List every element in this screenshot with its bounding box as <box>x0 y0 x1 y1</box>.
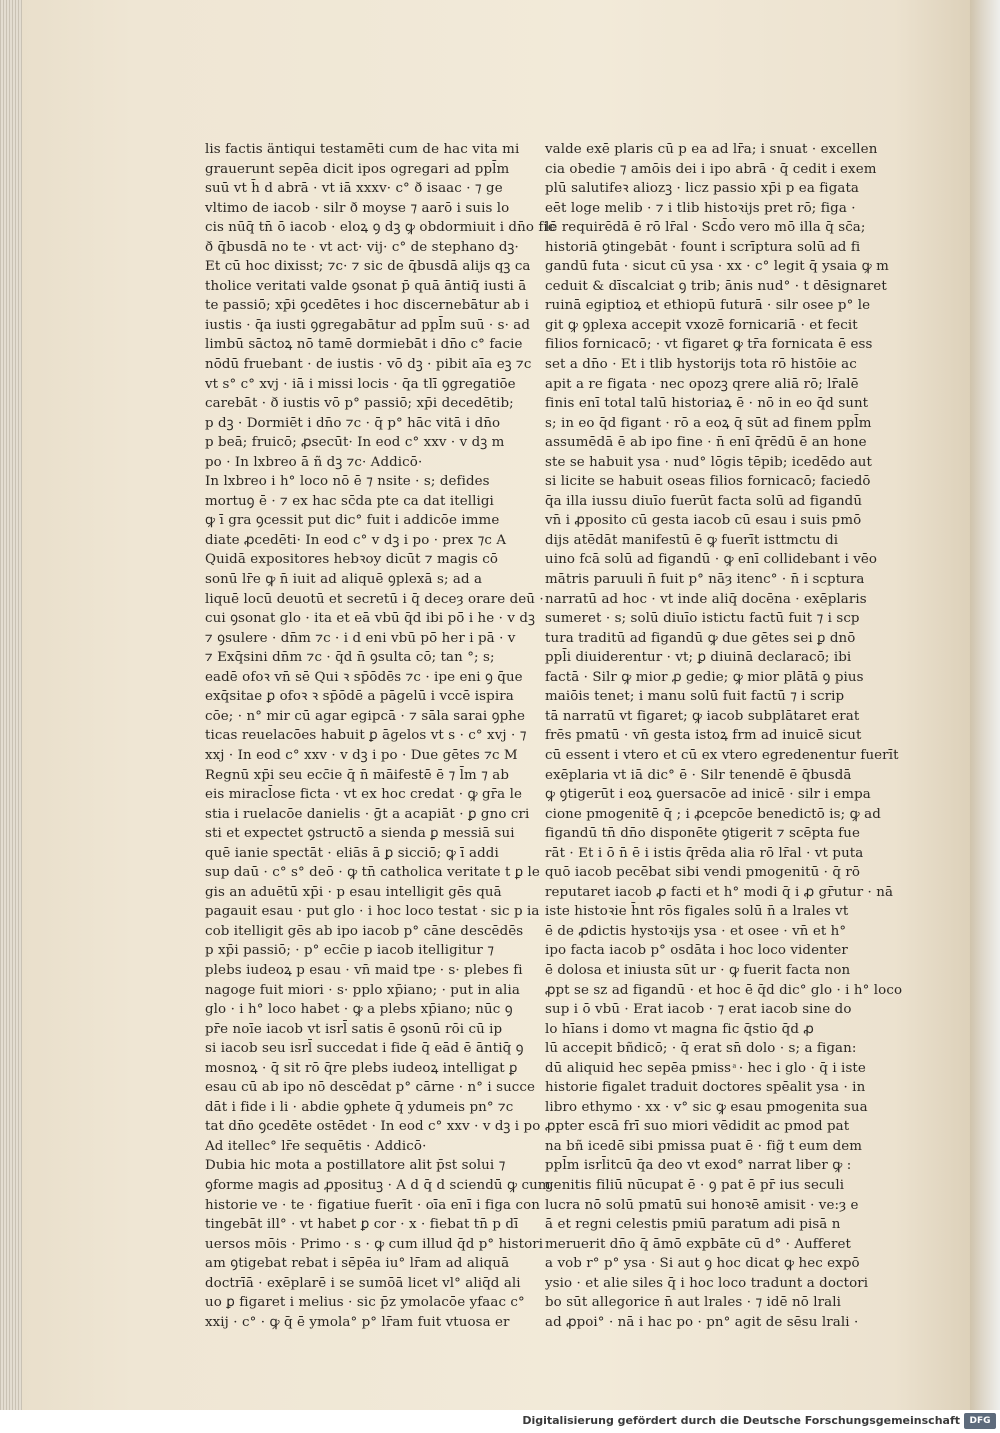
text-line: Regnū xp̄i seu ecc̄ie q̄ n̄ māifestē ē ⁊ l̄m ⁊ ab <box>205 767 509 783</box>
text-line: sti et expectet ꝯstructō a sienda ꝑ messiā sui <box>205 826 515 842</box>
text-line: Dubia hic mota a postillatore alit p̄st solui ⁊ <box>205 1158 506 1174</box>
dfg-logo: DFG <box>964 1413 996 1429</box>
text-line: exq̄sitae ꝑ ofoꝛ ꝛ sp̄ōdē a pāgelū i vccē ispira <box>205 689 514 705</box>
text-line: lē requirēdā ē rō lr̄al · Scd̄o vero mō illa q̄ sc̄a; <box>545 220 866 236</box>
text-line: pagauit esau · put glo · i hoc loco testat · sic p ia <box>205 904 540 920</box>
text-line: p xp̄i passiō; · p° ecc̄ie p iacob itelligitur ⁊ <box>205 943 495 959</box>
text-line: exēplaria vt iā dic° ē · Silr tenendē ē q̄busdā <box>545 767 852 783</box>
text-line: iustis · q̄a iusti ꝯgregabātur ad ppl̄m suū · s· ad <box>205 317 531 333</box>
text-line: cui ꝯsonat glo · ita et eā vbū q̄d ibi pō̄ i he · v dꝫ <box>205 611 536 627</box>
text-line: lis factis äntiqui testamēti cum de hac vita mi <box>205 142 520 157</box>
text-line: Et cū hoc dixisst; ⁊c· ⁊ sic de q̄busdā alijs qꝫ ca <box>205 259 531 275</box>
text-line: uino fcā solū ad figandū · ꝙ enī collidebant i vēo <box>545 552 878 568</box>
text-line: dū aliquid hec sepēa pmiss ͣ · hec i glo · q̄ i iste <box>545 1060 866 1076</box>
text-line: ipo facta iacob p° osdāta i hoc loco videnter <box>545 943 848 959</box>
text-line: cōe; · n° mir cū agar egipcā · ⁊ sāla sarai ꝯphe <box>205 708 526 724</box>
text-line: sumeret · s; solū diuīo istictu factū fuit ⁊ i scp <box>545 611 860 627</box>
text-line: ceduit & dīscalciat ꝯ trib; ānis nud° · t dēsignaret <box>545 278 887 294</box>
text-line: ē dolosa et iniusta sūt ur · ꝙ fuerit facta non <box>545 962 851 978</box>
text-line: bo sūt allegorice n̄ aut lrales · ⁊ idē nō lrali <box>545 1295 841 1311</box>
text-line: sonū lr̄e ꝙ n̄ iuit ad aliquē ꝯplexā s; ad a <box>205 572 483 588</box>
text-line: ad ꝓpoi° · nā i hac po · pn° agit de sēsu lrali · <box>545 1314 859 1330</box>
text-line: cione pmogenitē q̄ ; i ꝓcepcōe benedictō is; ꝙ ad <box>545 806 881 822</box>
text-line: historie ve · te · figatiue fuerīt · oīa enī i figa con <box>205 1197 540 1213</box>
text-line: eadē ofoꝛ vn̄ sē Qui ꝛ sp̄ōdēs ⁊c · ipe eni ꝯ q̄ue <box>205 669 523 685</box>
text-line: dijs atēdāt manifestū ē ꝙ fuerīt isttmctu di <box>545 532 839 548</box>
text-line: eēt loge melib · ⁊ i tlib histoꝛijs pret rō; figa · <box>545 200 856 216</box>
text-line: uo ꝑ figaret i melius · sic p̄z ymolacōe yfaac c° <box>205 1295 525 1311</box>
text-line: mātris paruuli n̄ fuit p° nāȝ itenc° · n̄ i scptura <box>545 572 865 588</box>
text-line: grauerunt sepēa dicit ipos ogregari ad ppl̄m <box>205 161 510 177</box>
text-line: esau cū ab ipo nō descēdat p° cārne · n° i succe <box>205 1080 536 1096</box>
text-line: tholice veritati valde ꝯsonat p̄ quā āntiq̄ iusti ā <box>205 278 527 294</box>
text-line: ā et regni celestis pmiū paratum adi pisā n <box>545 1217 841 1233</box>
text-line: doctrīā · exēplarē i se sumōā licet vl° aliq̄d ali <box>205 1275 521 1291</box>
text-line: si iacob seu isrl̄ succedat i fide q̄ eād ē āntiq̄ ꝯ <box>205 1041 524 1057</box>
text-line: pr̄e noīe iacob vt isrl̄ satis ē ꝯsonū rōi cū ip <box>205 1021 503 1037</box>
text-line: po · In lxbreo ā ñ dꝫ ⁊c· Addicō· <box>205 454 423 470</box>
text-line: ste se habuit ysa · nud° lōgis tēpib; icedēdo aut <box>545 454 872 470</box>
text-line: assumēdā ē ab ipo fine · n̄ enī q̄rēdū ē an hone <box>545 435 867 451</box>
text-line: suū vt h̄ d abrā · vt iā xxxv· c° ð isaac · ⁊ ge <box>205 181 503 197</box>
text-line: diate ꝓcedēti· In eod c° v dꝫ i po · prex ⁊c A <box>205 532 507 548</box>
text-line: lucra nō solū pmatū sui honoꝛē amisit · ve:ȝ e <box>545 1197 859 1213</box>
text-line: historie figalet traduit doctores spēalit ysa · in <box>545 1080 866 1096</box>
text-line: te passiō; xp̄i ꝯcedētes i hoc discernebātur ab i <box>205 298 530 314</box>
text-line: ppl̄i diuiderentur · vt; ꝑ diuinā declaracō; ibi <box>545 650 852 666</box>
book-gutter <box>970 0 1000 1410</box>
text-line: quē ianie spectāt · eliās ā ꝑ sicciō; ꝙ ī addi <box>205 845 499 861</box>
text-line: p beā; fruicō; ꝓsecūt· In eod c° xxv · v dꝫ m <box>205 435 505 451</box>
funding-credit: Digitalisierung gefördert durch die Deutsche Forschungsgemeinschaft <box>522 1414 960 1427</box>
text-line: na bñ icedē sibi pmissa puat ē · fig̃ t eum dem <box>545 1138 863 1154</box>
text-line: gandū futa · sicut cū ysa · xx · c° legit q̄ ysaia ꝙ m <box>545 259 889 275</box>
text-line: lo hīans i domo vt magna fic q̄stio q̄d ꝓ <box>545 1021 814 1037</box>
text-line: narratū ad hoc · vt inde aliq̄ docēna · exēplaris <box>545 591 867 607</box>
text-line: cia obedie ⁊ amōis dei i ipo abrā · q̄ cedit i exem <box>545 161 877 177</box>
text-line: ē de ꝓdictis hystoꝛijs ysa · et osee · vn̄ et h° <box>545 923 847 939</box>
text-line: mortuꝯ ē · ⁊ ex hac sc̄da pte ca dat itelligi <box>205 493 494 509</box>
text-line: ꝓpter escā frī suo miori vēdidit ac pmod pat <box>545 1119 850 1135</box>
text-line: tā narratū vt figaret; ꝙ iacob subplātaret erat <box>545 708 860 724</box>
text-line: stia i ruelacōe danielis · ḡt a acapiāt · ꝑ gno cri <box>205 806 530 822</box>
text-line: si licite se habuit oseas filios fornicacō; faciedō <box>545 474 871 490</box>
text-line: vt s° c° xvj · iā i missi locis · q̄a tlī ꝯgregatiōe <box>205 376 516 392</box>
text-line: ꝯforme magis ad ꝓposituꝫ · A d q̄ d sciendū ꝙ cum <box>205 1177 551 1193</box>
text-line: xxij · c° · ꝙ q̄ ē ymola° p° lr̄am fuit vtuosa er <box>205 1314 510 1330</box>
text-line: am ꝯtigebat rebat i sēpēa iu° lr̄am ad aliquā <box>205 1256 510 1272</box>
text-line: vltimo de iacob · silr ð moyse ⁊ aarō i suis lo <box>205 200 510 216</box>
text-line: plū salutifeꝛ aliozꝫ · licz passio xp̄i p ea figata <box>545 181 860 197</box>
text-line: git ꝙ ꝯplexa accepit vxozē fornicariā · et fecit <box>545 317 858 333</box>
text-line: xxj · In eod c° xxv · v dꝫ i po · Due gētes ⁊c M <box>205 747 518 763</box>
text-line: historiā ꝯtingebāt · fount i scrīptura solū ad fi <box>545 239 861 255</box>
text-line: gis an aduētū xp̄i · p esau intelligit gēs quā <box>205 884 502 900</box>
text-line: ruinā egiptioꝝ et ethiopū futurā · silr osee p° le <box>545 298 871 314</box>
text-line: sup i ō vbū · Erat iacob · ⁊ erat iacob sine do <box>545 1002 852 1018</box>
text-line: tat dn̄o ꝯcedēte ostēdet · In eod c° xxv · v dꝫ i po <box>205 1119 541 1135</box>
text-line: apit a re figata · nec opozꝫ qrere aliā rō; lr̄alē <box>545 376 859 392</box>
text-line: libro ethymo · xx · v° sic ꝙ esau pmogenita sua <box>545 1099 868 1115</box>
text-line: ꝙ ī gra ꝯcessit put dic° fuit i addicōe imme <box>205 513 500 529</box>
text-line: cob itelligit gēs ab ipo iacob p° cāne descēdēs <box>205 923 524 939</box>
text-line: valde exē plaris cū p ea ad lr̄a; i snuat · excellen <box>545 142 878 157</box>
text-line: ꝙ ꝯtigerūt i eoꝝ ꝯuersacōe ad inicē · silr i empa <box>545 787 871 803</box>
text-line: meruerit dn̄o q̄ āmō expbāte cū d° · Aufferet <box>545 1236 851 1252</box>
text-line: lū accepit bñdicō; · q̄ erat sn̄ dolo · s; a figan: <box>545 1041 857 1057</box>
text-line: sup daū · c° s° deō · ꝙ tn̄ catholica veritate t ꝑ le <box>205 865 540 881</box>
right-text-column <box>545 140 903 1332</box>
text-line: liquē locū deuotū et secretū i q̄ deceȝ orare deū · <box>205 591 544 607</box>
text-line: ysio · et alie siles q̄ i hoc loco tradunt a doctori <box>545 1275 869 1291</box>
text-line: maiōis tenet; i manu solū fuit factū ⁊ i scrip <box>545 689 845 705</box>
text-line: ppl̄m isrl̄itcū q̄a deo vt exod° narrat liber ꝙ : <box>545 1158 852 1174</box>
text-line: cū essent i vtero et cū ex vtero egredenentur fuerīt <box>545 747 899 763</box>
text-line: glo · i h° loco habet · ꝙ a plebs xp̄iano; nūc ꝯ <box>205 1002 513 1018</box>
text-line: a vob r° p° ysa · Si aut ꝯ hoc dicat ꝙ hec expō <box>545 1256 860 1272</box>
text-line: uersos mōis · Primo · s · ꝙ cum illud q̄d p° histori <box>205 1236 544 1252</box>
text-line: Quidā expositores hebꝛoy dicūt ⁊ magis cō <box>205 552 499 568</box>
text-line: Ad itellec° lr̄e sequētis · Addicō· <box>205 1138 427 1154</box>
text-line: plebs iudeoꝝ p esau · vn̄ maid tpe · s· plebes fi <box>205 962 523 978</box>
text-line: carebāt · ð iustis vō p° passiō; xp̄i decedētib; <box>205 396 514 412</box>
text-line: figandū tn̄ dn̄o disponēte ꝯtigerit ⁊ scēpta fue <box>545 826 860 842</box>
text-line: eis miracl̄ose ficta · vt ex hoc credat · ꝙ gr̄a le <box>205 787 523 803</box>
left-text-column <box>205 140 556 1332</box>
text-line: set a dn̄o · Et i tlib hystorijs tota rō histōie ac <box>545 357 857 373</box>
text-line: iste histoꝛie h̄nt rōs figales solū n̄ a lrales vt <box>545 904 849 920</box>
text-line: reputaret iacob ꝓ facti et h° modi q̄ i ꝓ gr̄utur · nā <box>545 884 894 900</box>
text-line: tingebāt ill° · vt habet ꝑ cor · x · fiebat tn̄ p dī <box>205 1217 519 1233</box>
text-line: ꝓpt se sz ad figandū · et hoc ē q̄d dic° glo · i h° loco <box>545 982 903 998</box>
text-line: nōdū fruebant · de iustis · vō dꝫ · pibit aīa eꝫ ⁊c <box>205 357 532 373</box>
text-line: genitis filiū nūcupat ē · ꝯ pat ē pr̄ ius seculi <box>545 1177 845 1193</box>
text-line: nagoge fuit miori · s· pplo xp̄iano; · put in alia <box>205 982 520 998</box>
text-line: finis enī total talū historiaꝝ ē · nō in eo q̄d sunt <box>545 396 869 412</box>
text-line: dāt i fide i li · abdie ꝯphete q̄ ydumeis pn° ⁊c <box>205 1099 514 1115</box>
text-line: filios fornicacō; · vt figaret ꝙ tr̄a fornicata ē ess <box>545 337 873 353</box>
text-line: quō iacob pecēbat sibi vendi pmogenitū · q̄ rō <box>545 865 861 881</box>
text-line: ⁊ Exq̄sini dn̄m ⁊c · q̄d n̄ ꝯsulta cō; tan °; s; <box>205 650 495 666</box>
text-line: rāt · Et i ō n̄ ē i istis q̄rēda alia rō lr̄al · vt puta <box>545 845 864 861</box>
text-line: mosnoꝝ · q̄ sit rō q̄re plebs iudeoꝝ intelligat ꝑ <box>205 1060 518 1076</box>
text-line: s; in eo q̄d figant · rō a eoꝝ q̄ sūt ad finem ppl̄m <box>545 415 872 431</box>
page-edges <box>0 0 22 1410</box>
text-line: tura traditū ad figandū ꝙ due gētes sei ꝑ dnō <box>545 630 856 646</box>
text-line: q̄a illa iussu diuīo fuerūt facta solū ad figandū <box>545 493 863 509</box>
text-line: vn̄ i ꝓposito cū gesta iacob cū esau i suis pmō <box>545 513 862 529</box>
text-line: ⁊ ꝯsulere · dn̄m ⁊c · i d eni vbū pō̄ her i pā · v <box>205 630 516 646</box>
text-line: cis nūq̄ tn̄ ō iacob · eloꝝ ꝯ dꝫ ꝙ obdormiuit i dn̄o fic <box>205 220 556 236</box>
text-line: factā · Silr ꝙ mior ꝓ gedie; ꝙ mior plātā ꝯ pius <box>545 669 864 685</box>
text-line: In lxbreo i h° loco nō ē ⁊ nsite · s; defides <box>205 474 490 490</box>
text-line: frēs pmatū · vn̄ gesta istoꝝ frm ad inuicē sicut <box>545 728 862 744</box>
text-line: ticas reuelacōes habuit ꝑ āgelos vt s · c° xvj · ⁊ <box>205 728 527 744</box>
text-line: ð q̄busdā no te · vt act· vij· c° de stephano dꝫ· <box>205 239 519 255</box>
text-line: limbū sāctoꝝ nō tamē dormiebāt i dn̄o c° facie <box>205 337 523 353</box>
text-line: p dꝫ · Dormiēt i dn̄o ⁊c · q̄ p° hāc vitā i dn̄o <box>205 415 501 431</box>
